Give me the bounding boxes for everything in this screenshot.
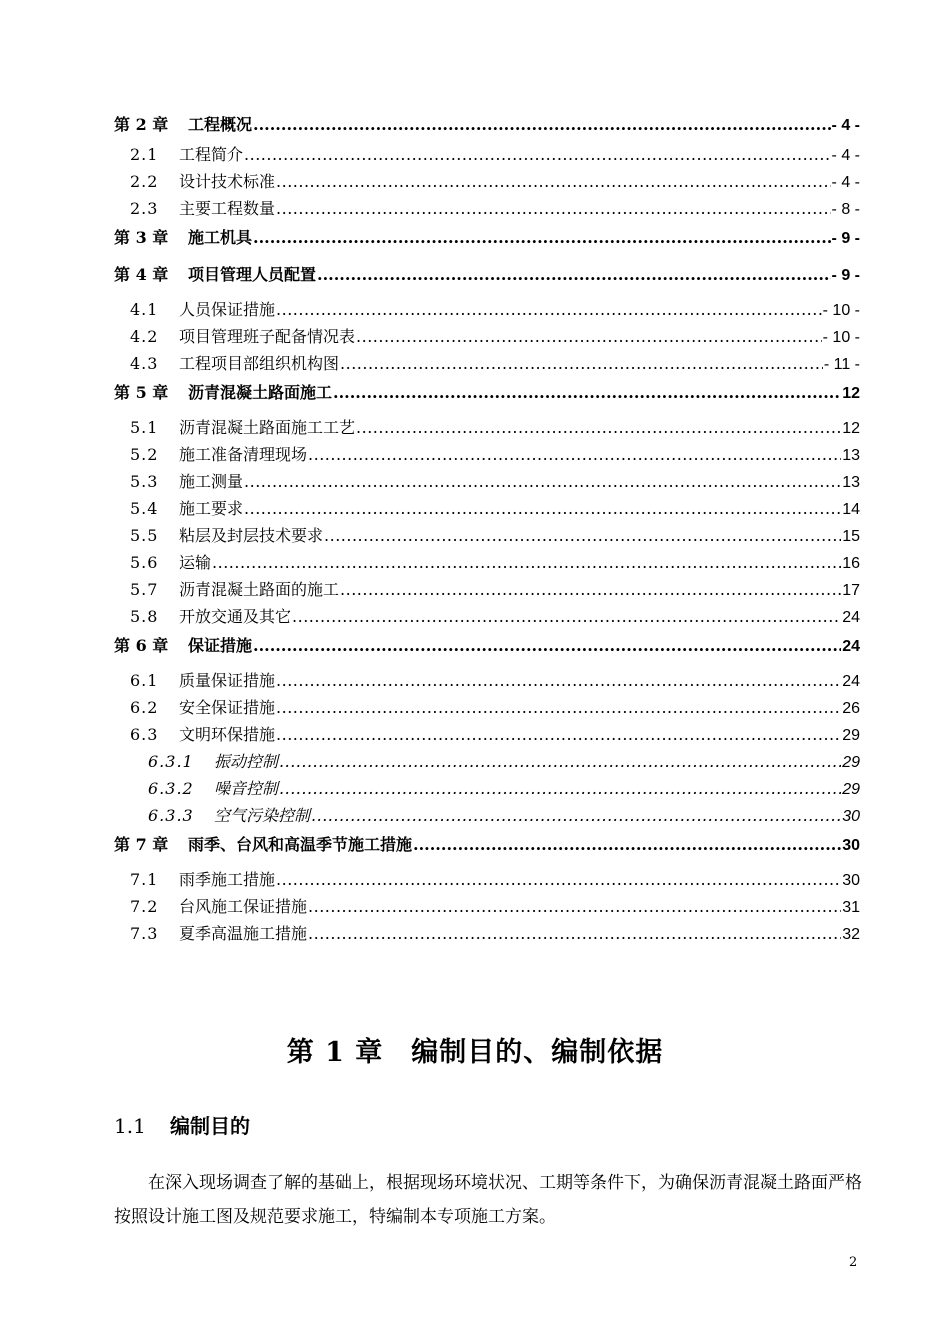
toc-entry-number: 6.2 [130,698,159,717]
toc-entry-page: 26 [842,700,860,717]
toc-entry[interactable] [114,381,860,418]
toc-entry-title: 雨季施工措施 [179,870,276,889]
toc-dot-leader [276,172,831,192]
toc-entry[interactable] [114,499,860,526]
section-title-text: 编制目的 [170,1114,250,1138]
toc-entry-page: - 10 - [822,329,860,346]
toc-dot-leader [308,924,841,944]
toc-dot-leader [244,472,841,492]
toc-entry-page: 24 [842,638,860,655]
toc-dot-leader [212,553,841,573]
toc-entry-number: 第 3 章 [114,228,169,247]
toc-entry[interactable] [114,725,860,752]
toc-entry-title: 空气污染控制 [214,806,311,825]
toc-entry-number: 6.1 [130,671,159,690]
toc-entry-title: 质量保证措施 [179,671,276,690]
toc-entry-page: 16 [842,555,860,572]
toc-entry[interactable] [114,113,860,145]
toc-entry[interactable] [114,580,860,607]
toc-entry-page: 13 [842,474,860,491]
toc-entry[interactable] [114,199,860,226]
toc-dot-leader [276,698,841,718]
toc-dot-leader [253,226,831,250]
toc-entry-number: 6.3.3 [148,806,194,825]
toc-entry[interactable] [114,634,860,671]
toc-entry-page: 30 [842,872,860,889]
page-number: 2 [849,1255,858,1270]
toc-entry-number: 2.3 [130,199,159,218]
toc-entry[interactable] [114,472,860,499]
toc-entry-number: 4.3 [130,354,159,373]
chapter-heading: 第 1 章 编制目的、编制依据 [286,1037,664,1068]
toc-entry-title: 沥青混凝土路面施工 [188,383,333,402]
toc-entry-title: 雨季、台风和高温季节施工措施 [188,835,413,854]
toc-entry[interactable] [114,526,860,553]
toc-entry-page: 32 [842,926,860,943]
toc-entry-title: 振动控制 [214,752,279,771]
toc-entry-page: - 4 - [831,174,860,191]
toc-dot-leader [276,671,841,691]
toc-entry-title: 粘层及封层技术要求 [179,526,324,545]
toc-entry-title: 主要工程数量 [179,199,276,218]
toc-entry[interactable] [114,418,860,445]
toc-entry-number: 5.7 [130,580,159,599]
toc-entry-number: 5.1 [130,418,159,437]
toc-entry-page: 24 [842,609,860,626]
toc-entry[interactable] [114,327,860,354]
toc-dot-leader [279,779,841,799]
toc-entry-number: 第 7 章 [114,835,169,854]
toc-entry-number: 第 4 章 [114,265,169,284]
toc-entry-title: 项目管理人员配置 [188,265,317,284]
toc-entry-page: 12 [842,420,860,437]
toc-dot-leader [356,327,822,347]
toc-entry-title: 施工要求 [179,499,244,518]
toc-entry-title: 人员保证措施 [179,300,276,319]
toc-entry-page: 29 [842,754,860,771]
toc-entry-title: 施工机具 [188,228,253,247]
toc-entry-number: 第 6 章 [114,636,169,655]
toc-dot-leader [311,806,841,826]
toc-entry[interactable] [114,354,860,381]
toc-entry-page: - 9 - [831,267,860,284]
toc-entry-page: - 4 - [831,147,860,164]
toc-entry[interactable] [114,263,860,300]
toc-entry-title: 项目管理班子配备情况表 [179,327,356,346]
toc-entry[interactable] [114,752,860,779]
table-of-contents [114,113,860,951]
toc-entry-page: 30 [842,808,860,825]
toc-entry-title: 运输 [179,553,212,572]
toc-entry-number: 7.2 [130,897,159,916]
toc-entry-number: 4.1 [130,300,159,319]
section-number: 1.1 [114,1114,146,1138]
toc-entry-title: 沥青混凝土路面的施工 [179,580,340,599]
toc-entry-page: 31 [842,899,860,916]
toc-entry-title: 沥青混凝土路面施工工艺 [179,418,356,437]
toc-entry-title: 噪音控制 [214,779,279,798]
toc-entry-page: 12 [842,385,860,402]
toc-entry[interactable] [114,779,860,806]
toc-entry-number: 5.3 [130,472,159,491]
toc-entry-title: 夏季高温施工措施 [179,924,308,943]
toc-entry-title: 文明环保措施 [179,725,276,744]
toc-entry-title: 工程简介 [179,145,244,164]
toc-entry[interactable] [114,607,860,634]
toc-entry-page: - 11 - [823,356,860,373]
toc-entry-page: 17 [842,582,860,599]
toc-entry-number: 第 2 章 [114,115,169,134]
toc-dot-leader [333,381,841,405]
toc-entry-number: 7.1 [130,870,159,889]
toc-entry-page: 14 [842,501,860,518]
toc-entry-page: - 10 - [822,302,860,319]
toc-entry-number: 6.3.1 [148,752,194,771]
toc-entry-number: 6.3 [130,725,159,744]
toc-entry-title: 工程项目部组织机构图 [179,354,340,373]
toc-dot-leader [253,113,831,137]
toc-entry[interactable] [114,698,860,725]
toc-entry-page: 29 [842,781,860,798]
body-paragraph: 在深入现场调查了解的基础上，根据现场环境状况、工期等条件下，为确保沥青混凝土路面严格按照设计施工图及规范要求施工，特编制本专项施工方案。 [114,1173,862,1227]
toc-entry[interactable] [114,806,860,833]
toc-entry-page: 24 [842,673,860,690]
toc-entry-page: - 8 - [831,201,860,218]
toc-entry[interactable] [114,870,860,897]
toc-dot-leader [308,445,841,465]
toc-entry[interactable] [114,924,860,951]
toc-entry-number: 2.2 [130,172,159,191]
toc-entry-number: 5.4 [130,499,159,518]
toc-entry-page: 15 [842,528,860,545]
toc-entry-number: 4.2 [130,327,159,346]
toc-entry-title: 保证措施 [188,636,253,655]
section-heading [114,1110,250,1139]
toc-dot-leader [308,897,841,917]
toc-dot-leader [356,418,841,438]
toc-entry[interactable] [114,145,860,172]
toc-dot-leader [317,263,831,287]
toc-entry-title: 安全保证措施 [179,698,276,717]
toc-entry-number: 5.6 [130,553,159,572]
toc-dot-leader [279,752,841,772]
toc-entry-page: - 4 - [831,117,860,134]
toc-entry-title: 开放交通及其它 [179,607,292,626]
toc-entry-title: 施工准备清理现场 [179,445,308,464]
toc-dot-leader [340,580,841,600]
toc-dot-leader [276,300,822,320]
toc-entry-number: 7.3 [130,924,159,943]
toc-entry-title: 设计技术标准 [179,172,276,191]
toc-entry[interactable] [114,445,860,472]
toc-entry-title: 台风施工保证措施 [179,897,308,916]
toc-dot-leader [292,607,841,627]
toc-entry[interactable] [114,300,860,327]
toc-dot-leader [324,526,841,546]
toc-dot-leader [276,870,841,890]
toc-dot-leader [413,833,841,857]
toc-dot-leader [253,634,841,658]
toc-entry-page: 29 [842,727,860,744]
toc-entry-page: 30 [842,837,860,854]
toc-entry-number: 5.8 [130,607,159,626]
toc-entry-title: 施工测量 [179,472,244,491]
toc-dot-leader [244,145,831,165]
toc-dot-leader [340,354,823,374]
toc-entry-title: 工程概况 [188,115,253,134]
toc-entry[interactable] [114,897,860,924]
toc-entry-number: 2.1 [130,145,159,164]
toc-entry-number: 5.2 [130,445,159,464]
toc-entry-number: 第 5 章 [114,383,169,402]
toc-entry-number: 6.3.2 [148,779,194,798]
toc-entry[interactable] [114,553,860,580]
toc-entry[interactable] [114,172,860,199]
toc-entry-page: - 9 - [831,230,860,247]
toc-entry-number: 5.5 [130,526,159,545]
toc-entry[interactable] [114,671,860,698]
toc-entry-page: 13 [842,447,860,464]
toc-dot-leader [244,499,841,519]
toc-entry[interactable] [114,833,860,870]
toc-dot-leader [276,725,841,745]
toc-entry[interactable] [114,226,860,263]
toc-dot-leader [276,199,831,219]
